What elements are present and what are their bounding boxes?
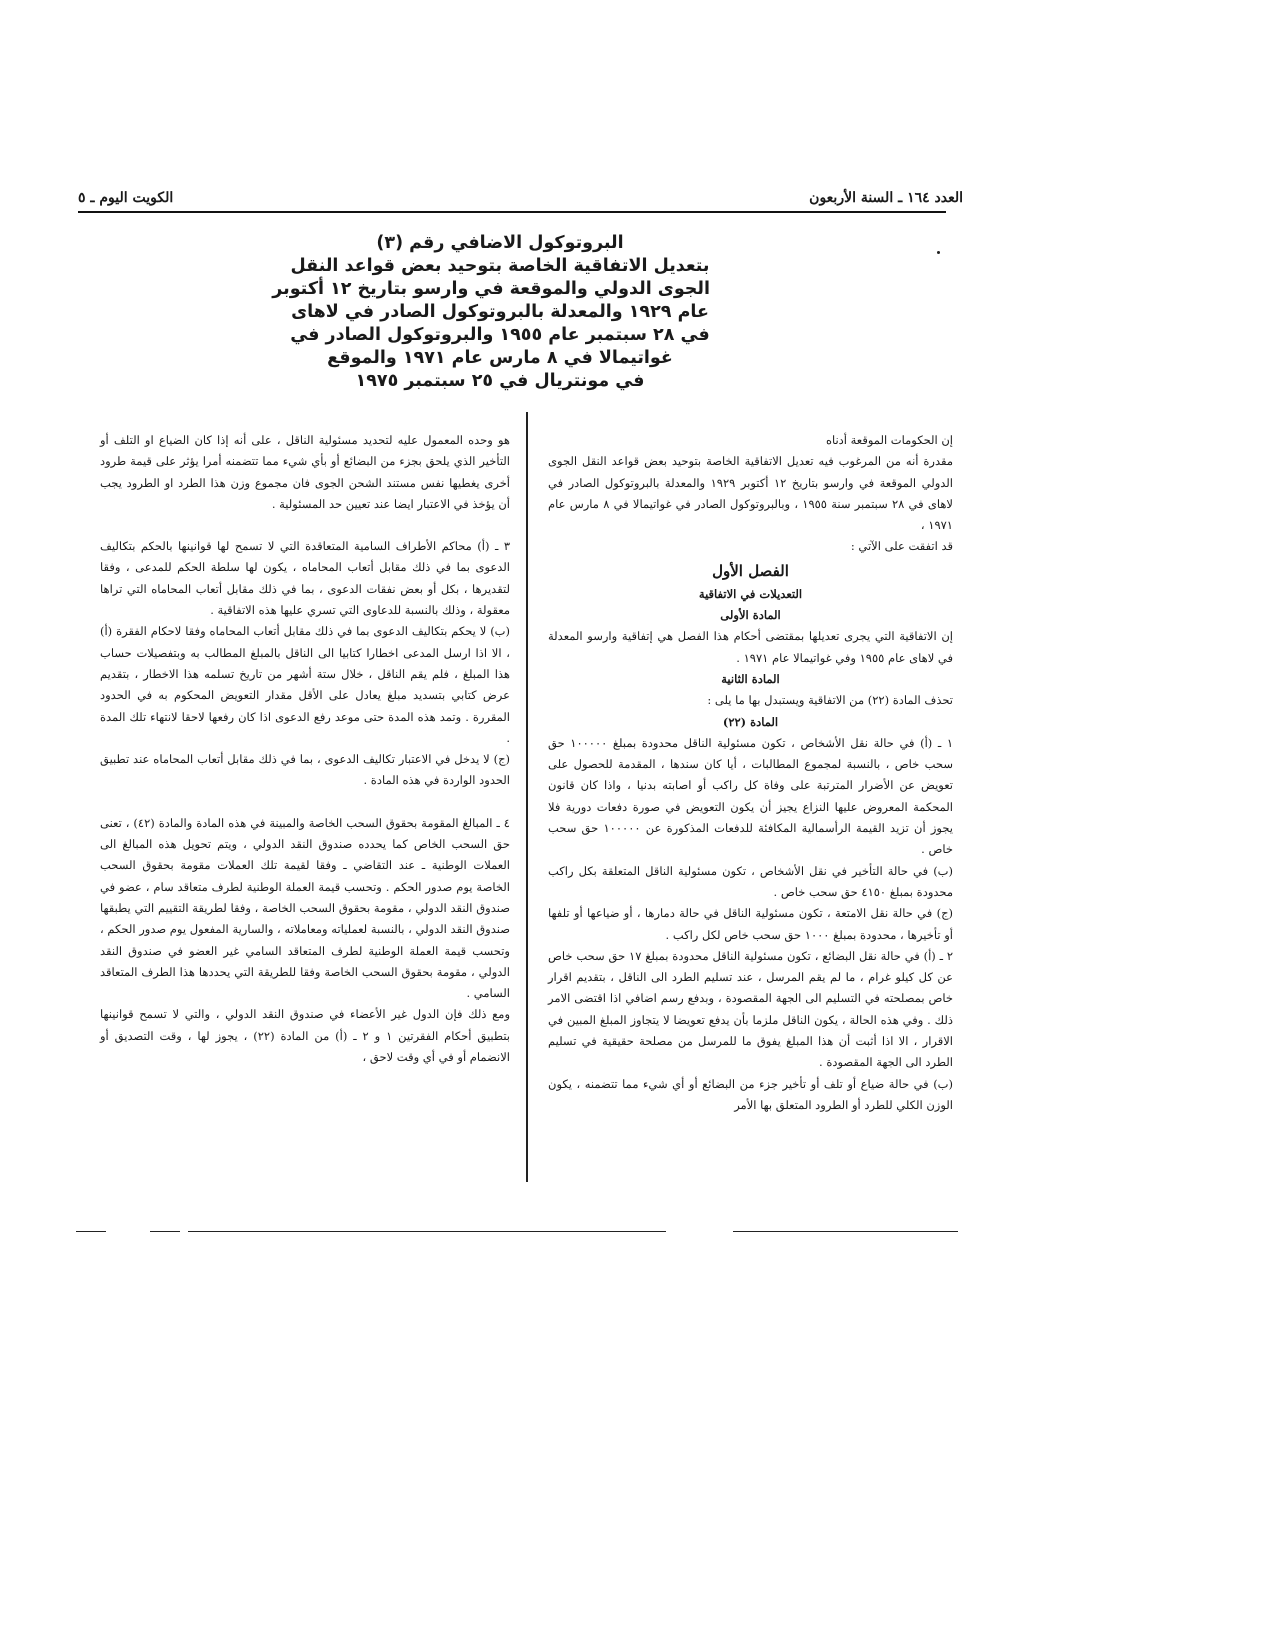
title-line: الجوى الدولي والموقعة في وارسو بتاريخ ١٢ أكتوبر — [272, 279, 710, 299]
opening-line: إن الحكومات الموقعة أدناه — [825, 433, 953, 447]
title-line: البروتوكول الاضافي رقم (٣) — [376, 233, 624, 253]
title-line: بتعديل الاتفاقية الخاصة بتوحيد بعض قواعد النقل — [290, 256, 710, 276]
clause-paragraph: (ج) في حالة نقل الامتعة ، تكون مسئولية الناقل في حالة دمارها ، أو ضياعها أو تلفها أو تأخيرها ، محدودة بمبلغ ١٠٠٠ حق سحب خاص لكل راكب . — [548, 906, 953, 942]
margin-dot — [937, 251, 940, 254]
footer-rule — [188, 1231, 666, 1232]
clause-paragraph: ٤ ـ المبالغ المقومة بحقوق السحب الخاصة والمبينة في هذه المادة والمادة (٤٢) ، تعنى حق السحب الخاص كما يحدده صندوق النقد الدولي ، ويتم تحويل هذه المبالغ الى العملات الوطنية ـ عند التقاضي ـ وفقا لقيمة تلك العملات مقومة بحقوق السحب الخاصة يوم صدور الحكم . وتحسب قيمة العملة الوطنية لطرف متعاقد سام ، عضو في صندوق النقد الدولي ، مقومة بحقوق السحب الخاصة ، وفقا لطريقة التقييم التي يطبقها صندوق النقد الدولي ، بالنسبة لعملياته ومعاملاته ، والسارية المفعول يوم صدور الحكم ، وتحسب قيمة العملة الوطنية لطرف المتعاقد السامي غير العضو في صندوق النقد الدولي ، مقومة بحقوق السحب الخاصة وفقا للطريقة التي يحددها هذا الطرف المتعاقد السامي . — [100, 815, 510, 1001]
publication-header: الكويت اليوم ـ ٥ — [78, 190, 174, 206]
clause-paragraph: ١ ـ (أ) في حالة نقل الأشخاص ، تكون مسئولية الناقل محدودة بمبلغ ١٠٠٠٠٠ حق سحب خاص ، بالنسبة لمجموع المطالبات ، أيا كان سندها ، المقدمة للحصول على تعويض عن الأضرار المترتبة على وفاة كل راكب أو اصابته بدنيا ، واذا كان قانون المحكمة المعروض عليها النزاع يجيز أن يكون التعويض في صورة دفعات دورية فلا يجوز أن تزيد القيمة الرأسمالية المكافئة للدفعات المذكورة عن ١٠٠٠٠٠ حق سحب خاص . — [548, 735, 953, 857]
footer-rule — [150, 1231, 180, 1232]
article-heading: المادة (٢٢) — [722, 714, 779, 729]
column-divider — [526, 412, 528, 1182]
title-line: عام ١٩٢٩ والمعدلة بالبروتوكول الصادر في لاهاى — [291, 302, 709, 322]
article-heading: المادة الثانية — [721, 671, 780, 686]
clause-paragraph: ومع ذلك فإن الدول غير الأعضاء في صندوق النقد الدولي ، والتي لا تسمح قوانينها بتطبيق أحكام الفقرتين ١ و ٢ ـ (أ) من المادة (٢٢) ، يجوز لها ، وقت التصديق أو الانضمام أو في أي وقت لاحق ، — [100, 1007, 510, 1065]
footer-rule — [733, 1231, 958, 1232]
right-column — [548, 430, 953, 1116]
header-rule — [78, 211, 946, 213]
clause-paragraph: (ب) لا يحكم بتكاليف الدعوى بما في ذلك مقابل أتعاب المحاماه وفقا لاحكام الفقرة (أ) ، الا اذا ارسل المدعى اخطارا كتابيا الى الناقل بالمبلغ المطالب به وبتفصيلات حساب هذا المبلغ ، فلم يقم الناقل ، خلال ستة أشهر من تاريخ تسلمه هذا الاخطار ، بتقديم عرض كتابي بتسديد مبلغ يعادل على الأقل مقدار التعويض المحكوم به في الحدود المقررة . وتمد هذه المدة حتى موعد رفع الدعوى اذا كان رفعها لاحقا لانتهاء تلك المدة . — [100, 624, 510, 745]
title-line: في مونتريال في ٢٥ سبتمبر ١٩٧٥ — [355, 371, 645, 391]
protocol-title — [272, 232, 710, 393]
clause-paragraph: ٣ ـ (أ) محاكم الأطراف السامية المتعاقدة التي لا تسمح لها قوانينها بالحكم بتكاليف الدعوى بما في ذلك مقابل أتعاب المحاماه ، يكون لها سلطة الحكم للمدعى ، وفقا لتقديرها ، بكل أو بعض نفقات الدعوى ، بما في ذلك مقابل أتعاب المحاماه التي تراها معقولة ، وذلك بالنسبة للدعاوى التي تسري عليها هذه الاتفاقية . — [100, 539, 510, 618]
title-line: في ٢٨ سبتمبر عام ١٩٥٥ والبروتوكول الصادر في — [290, 325, 710, 345]
chapter-subtitle: التعديلات في الاتفاقية — [698, 586, 803, 601]
left-column — [100, 430, 510, 1068]
article-heading: المادة الأولى — [720, 608, 781, 623]
footer-rule — [76, 1231, 106, 1232]
clause-paragraph: هو وحده المعمول عليه لتحديد مسئولية الناقل ، على أنه إذا كان الضياع او التلف أو التأخير الذي يلحق بجزء من البضائع أو بأي شيء مما تتضمنه أمرا يؤثر على قيمة طرود أخرى يغطيها نفس مستند الشحن الجوى فان مجموع وزن هذا الطرد او الطرود يجب أن يؤخذ في الاعتبار ايضا عند تعيين حد المسئولية . — [100, 433, 510, 511]
issue-header: العدد ١٦٤ ـ السنة الأربعون — [809, 190, 963, 206]
clause-paragraph: (ج) لا يدخل في الاعتبار تكاليف الدعوى ، بما في ذلك مقابل أتعاب المحاماه عند تطبيق الحدود الواردة في هذه المادة . — [100, 752, 510, 788]
preamble-paragraph: مقدرة أنه من المرغوب فيه تعديل الاتفاقية الخاصة بتوحيد بعض قواعد النقل الجوى الدولي الموقعة في وارسو بتاريخ ١٢ أكتوبر ١٩٢٩ والمعدلة بالبروتوكول الصادر في لاهاى في ٢٨ سبتمبر سنة ١٩٥٥ ، وبالبروتوكول الصادر في غواتيمالا في ٨ مارس عام ١٩٧١ ، — [548, 454, 954, 533]
chapter-heading: الفصل الأول — [712, 561, 789, 580]
clause-paragraph: ٢ ـ (أ) في حالة نقل البضائع ، تكون مسئولية الناقل محدودة بمبلغ ١٧ حق سحب خاص عن كل كيلو غرام ، ما لم يقم المرسل ، عند تسليم الطرد الى الناقل ، بتقديم اقرار خاص بمصلحته في التسليم الى الجهة المقصودة ، وبدفع رسم اضافي اذا اقتضى الامر ذلك . وفي هذه الحالة ، يكون الناقل ملزما بأن يدفع تعويضا لا يتجاوز المبلغ المبين في الاقرار ، الا اذا أثبت أن هذا المبلغ يفوق ما للمرسل من مصلحة حقيقية في تسليم الطرد الى الجهة المقصودة . — [548, 948, 953, 1070]
clause-paragraph: (ب) في حالة التأخير في نقل الأشخاص ، تكون مسئولية الناقل المتعلقة بكل راكب محدودة بمبلغ ٤١٥٠ حق سحب خاص . — [548, 863, 953, 899]
article-paragraph: تحذف المادة (٢٢) من الاتفاقية ويستبدل بها ما يلى : — [707, 693, 953, 708]
article-paragraph: إن الاتفاقية التي يجرى تعديلها بمقتضى أحكام هذا الفصل هي إتفاقية وارسو المعدلة في لاهاى عام ١٩٥٥ وفي غواتيمالا عام ١٩٧١ . — [548, 629, 953, 665]
clause-paragraph: (ب) في حالة ضياع أو تلف أو تأخير جزء من البضائع أو أي شيء مما تتضمنه ، يكون الوزن الكلي للطرد أو الطرود المتعلق بها الأمر — [548, 1076, 953, 1112]
title-line: غواتيمالا في ٨ مارس عام ١٩٧١ والموقع — [327, 348, 673, 368]
agreement-line: قد اتفقت على الآتي : — [850, 539, 953, 554]
